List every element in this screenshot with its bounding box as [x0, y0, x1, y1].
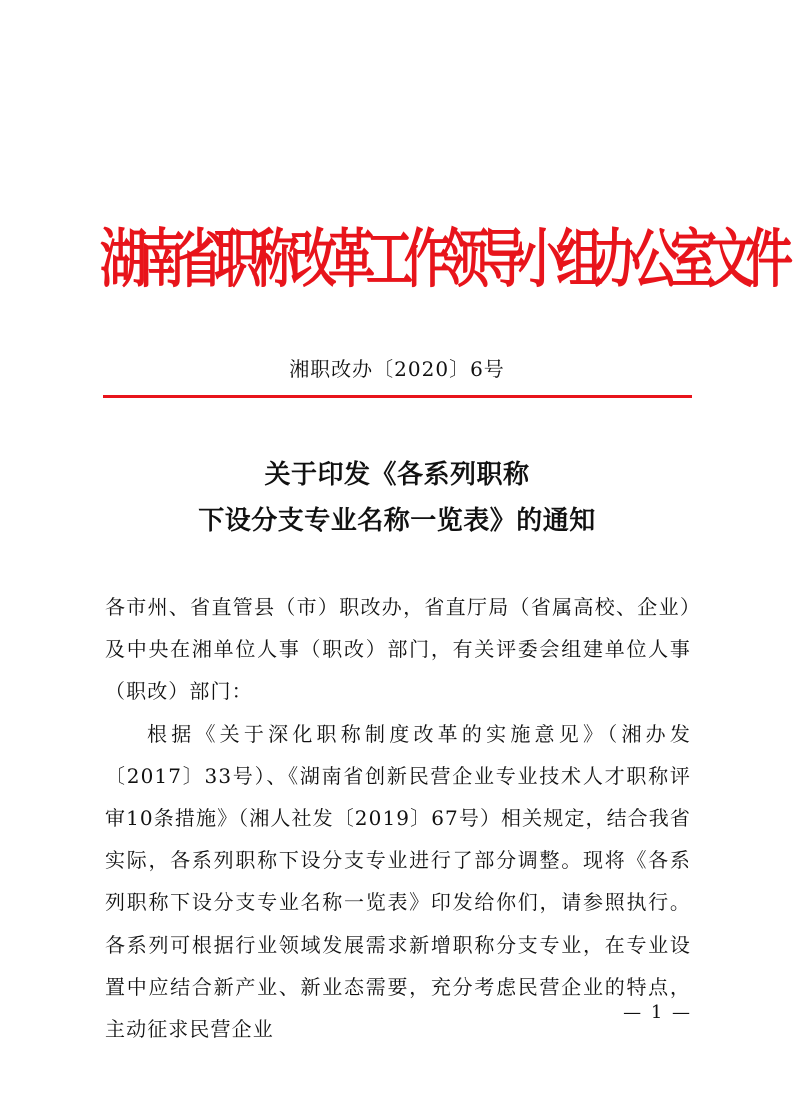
document-masthead: 湖南省职称改革工作领导小组办公室文件	[100, 222, 784, 298]
red-divider-line	[103, 395, 692, 398]
salutation-paragraph: 各市州、省直管县（市）职改办，省直厅局（省属高校、企业）及中央在湘单位人事（职改）部门，有关评委会组建单位人事（职改）部门：	[105, 595, 691, 704]
title-line-1: 关于印发《各系列职称	[264, 460, 530, 490]
title-line-2: 下设分支专业名称一览表》的通知	[198, 506, 596, 536]
document-body	[105, 586, 691, 1050]
body-paragraph-1: 根据《关于深化职称制度改革的实施意见》（湘办发〔2017〕33号）、《湖南省创新民营企业专业技术人才职称评审10条措施》（湘人社发〔2019〕67号）相关规定，结合我省实际，各系列职称下设分支专业进行了部分调整。现将《各系列职称下设分支专业名称一览表》印发给你们，请参照执行。各系列可根据行业领域发展需求新增职称分支专业，在专业设置中应结合新产业、新业态需要，充分考虑民营企业的特点，主动征求民营企业	[105, 721, 691, 1042]
page-number: — 1 —	[623, 1002, 692, 1023]
document-number: 湘职改办〔2020〕6号	[289, 357, 505, 381]
document-title	[0, 452, 794, 544]
